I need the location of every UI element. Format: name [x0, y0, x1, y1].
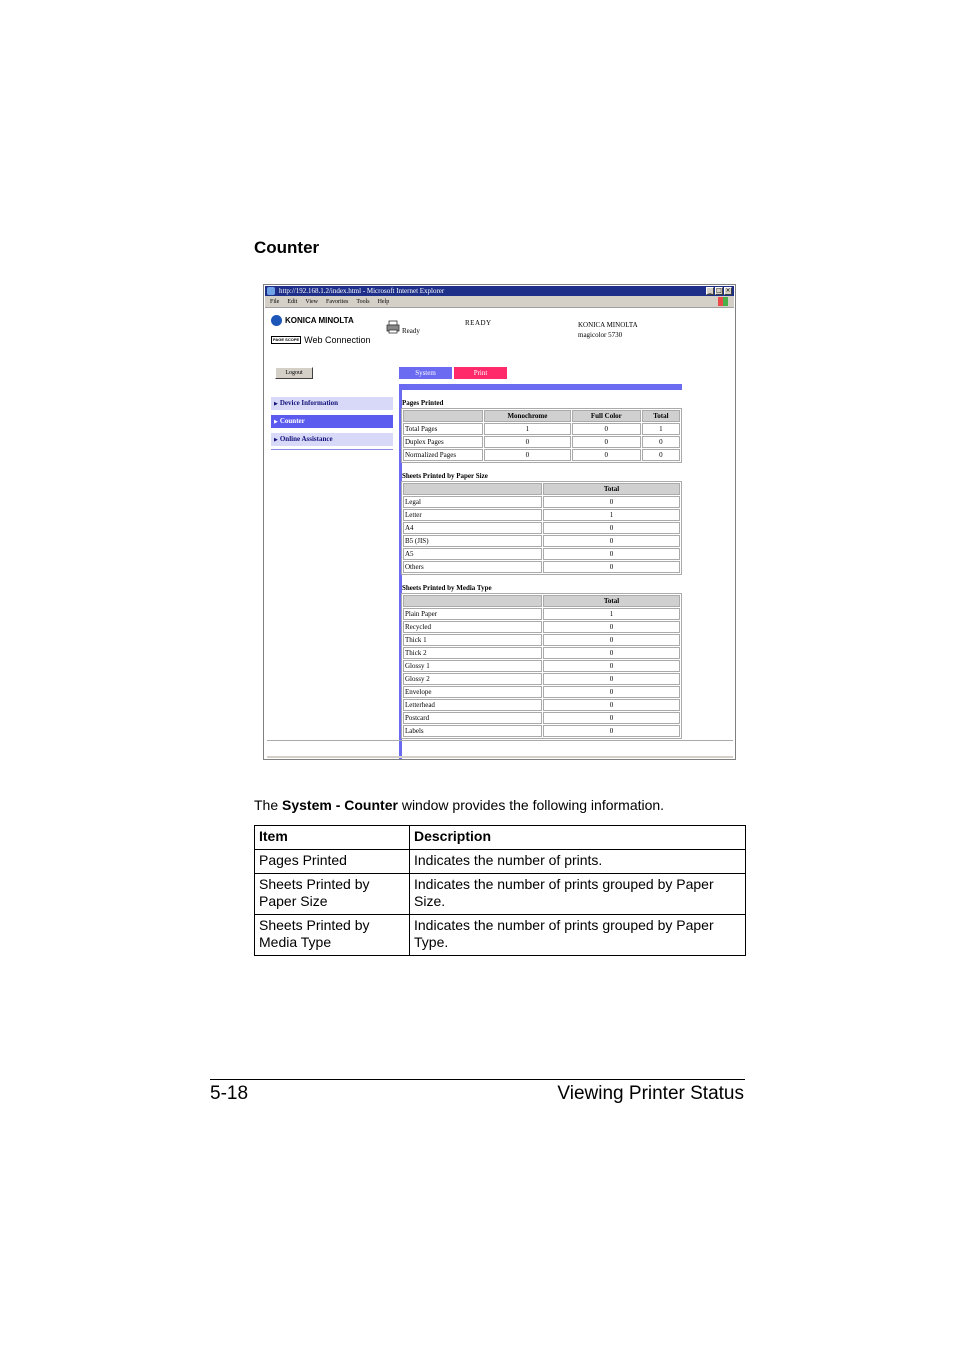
cell-value: 0: [543, 712, 680, 724]
cell-value: 0: [543, 522, 680, 534]
sidebar-item-counter[interactable]: [271, 415, 393, 428]
cell-value: 0: [543, 561, 680, 573]
menu-edit[interactable]: Edit: [287, 299, 298, 305]
cell-value: 1: [543, 608, 680, 620]
page-footer-line: [267, 740, 733, 741]
cell-value: 0: [484, 436, 571, 448]
footer-section-title: Viewing Printer Status: [557, 1083, 744, 1104]
table-header: Monochrome: [484, 410, 571, 422]
row-label: A4: [403, 522, 542, 534]
table-row: [403, 423, 680, 435]
cell-value: 1: [642, 423, 680, 435]
cell-value: 0: [572, 423, 641, 435]
table-header: Description: [410, 826, 746, 850]
ready-label: Ready: [402, 327, 420, 335]
tab-system[interactable]: System: [399, 367, 452, 379]
row-label: Total Pages: [403, 423, 483, 435]
table-row: [403, 686, 680, 698]
cell-value: 0: [572, 436, 641, 448]
sidebar-item-online-assistance[interactable]: [271, 433, 393, 446]
description-cell: Indicates the number of prints grouped by Paper Type.: [410, 915, 746, 956]
table-row: [403, 522, 680, 534]
sidebar-item-label: Device Information: [279, 399, 338, 407]
arrow-right-icon: ▶: [274, 437, 278, 443]
cell-value: 0: [642, 436, 680, 448]
pagescope-badge: PAGE SCOPE: [273, 337, 300, 342]
cell-value: 0: [543, 673, 680, 685]
table-header-empty: [403, 410, 483, 422]
sidebar-item-device-information[interactable]: [271, 397, 393, 410]
product-name: Web Connection: [304, 335, 371, 345]
table-row: [403, 608, 680, 620]
menu-file[interactable]: File: [270, 299, 280, 305]
cell-value: 0: [543, 647, 680, 659]
table-row: [403, 712, 680, 724]
cell-value: 0: [543, 699, 680, 711]
row-label: Envelope: [403, 686, 542, 698]
table-row: [403, 699, 680, 711]
row-label: Normalized Pages: [403, 449, 483, 461]
table-row: [403, 436, 680, 448]
cell-value: 0: [543, 496, 680, 508]
table-row: [403, 496, 680, 508]
arrow-right-icon: ▶: [274, 401, 278, 407]
sidebar-item-label: Counter: [279, 417, 305, 425]
web-connection-logo: [271, 335, 371, 345]
window-titlebar: [265, 286, 734, 296]
table-header: Item: [255, 826, 410, 850]
paper-size-table: [401, 481, 682, 575]
table-row: [403, 660, 680, 672]
item-cell: Sheets Printed by Media Type: [255, 915, 410, 956]
item-cell: Pages Printed: [255, 850, 410, 874]
sidebar-divider: [271, 449, 393, 450]
item-cell: Sheets Printed by Paper Size: [255, 874, 410, 915]
row-label: Thick 2: [403, 647, 542, 659]
table-header: Full Color: [572, 410, 641, 422]
row-label: Legal: [403, 496, 542, 508]
description-cell: Indicates the number of prints.: [410, 850, 746, 874]
cell-value: 0: [543, 548, 680, 560]
browser-window-screenshot: [263, 284, 736, 760]
paper-size-title: Sheets Printed by Paper Size: [402, 472, 488, 480]
window-title: http://192.168.1.2/index.html - Microsoft Internet Explorer: [279, 287, 445, 295]
table-header-empty: [403, 595, 542, 607]
media-type-table: [401, 593, 682, 739]
table-header-empty: [403, 483, 542, 495]
table-row: [403, 535, 680, 547]
globe-icon: [271, 315, 282, 326]
cell-value: 0: [543, 535, 680, 547]
menu-bar: [265, 296, 734, 308]
table-row: [403, 621, 680, 633]
table-row: [403, 449, 680, 461]
cell-value: 0: [543, 725, 680, 737]
media-type-title: Sheets Printed by Media Type: [402, 584, 492, 592]
cell-value: 0: [572, 449, 641, 461]
table-row: [403, 725, 680, 737]
intro-text: window provides the following information.: [397, 797, 665, 813]
konica-minolta-logo: [271, 315, 354, 326]
cell-value: 1: [484, 423, 571, 435]
table-header: Total: [642, 410, 680, 422]
section-heading: Counter: [254, 238, 320, 257]
pages-printed-table: [401, 408, 682, 463]
menu-tools[interactable]: Tools: [356, 299, 370, 305]
row-label: Labels: [403, 725, 542, 737]
row-label: Duplex Pages: [403, 436, 483, 448]
printer-model: magicolor 5730: [578, 331, 623, 339]
arrow-right-icon: ▶: [274, 419, 278, 425]
pages-printed-title: Pages Printed: [402, 399, 444, 407]
row-label: Letter: [403, 509, 542, 521]
table-row: [403, 673, 680, 685]
intro-text: The: [254, 797, 283, 813]
table-row: [255, 850, 746, 874]
row-label: B5 (JIS): [403, 535, 542, 547]
printer-maker: KONICA MINOLTA: [578, 321, 638, 329]
table-header: Total: [543, 483, 680, 495]
cell-value: 1: [543, 509, 680, 521]
table-row: [255, 915, 746, 956]
counter-panel: [402, 395, 682, 739]
menu-view[interactable]: View: [305, 299, 318, 305]
printer-status: READY: [465, 319, 492, 327]
row-label: A5: [403, 548, 542, 560]
maximize-button[interactable]: □: [716, 287, 722, 294]
table-row: [403, 647, 680, 659]
printer-icon: [386, 320, 400, 334]
intro-bold-text: System - Counter: [282, 797, 398, 813]
row-label: Recycled: [403, 621, 542, 633]
page-number: 5-18: [210, 1083, 249, 1104]
cell-value: 0: [543, 634, 680, 646]
close-button[interactable]: ×: [725, 287, 731, 294]
tab-print[interactable]: Print: [454, 367, 507, 379]
windows-logo-icon: [718, 297, 728, 306]
table-row: [255, 874, 746, 915]
sidebar-nav: [271, 397, 393, 450]
minimize-button[interactable]: _: [706, 287, 714, 295]
row-label: Postcard: [403, 712, 542, 724]
cell-value: 0: [484, 449, 571, 461]
logout-button[interactable]: Logout: [275, 367, 313, 379]
sidebar-item-label: Online Assistance: [279, 435, 333, 443]
table-header: Total: [543, 595, 680, 607]
table-row: [403, 634, 680, 646]
cell-value: 0: [543, 660, 680, 672]
table-row: [403, 548, 680, 560]
page-content: [267, 309, 733, 757]
tab-underline-bar: [399, 384, 682, 390]
cell-value: 0: [543, 621, 680, 633]
table-row: [403, 561, 680, 573]
cell-value: 0: [642, 449, 680, 461]
row-label: Glossy 2: [403, 673, 542, 685]
row-label: Others: [403, 561, 542, 573]
internet-explorer-icon: [267, 287, 275, 295]
row-label: Glossy 1: [403, 660, 542, 672]
intro-paragraph: [254, 797, 664, 813]
status-bar: [267, 756, 733, 758]
menu-favorites[interactable]: Favorites: [325, 299, 349, 305]
description-table: [254, 825, 746, 956]
row-label: Thick 1: [403, 634, 542, 646]
description-cell: Indicates the number of prints grouped by Paper Size.: [410, 874, 746, 915]
row-label: Letterhead: [403, 699, 542, 711]
menu-help[interactable]: Help: [377, 299, 390, 305]
row-label: Plain Paper: [403, 608, 542, 620]
table-row: [403, 509, 680, 521]
brand-name: KONICA MINOLTA: [285, 316, 354, 325]
cell-value: 0: [543, 686, 680, 698]
footer-rule: [210, 1079, 745, 1080]
